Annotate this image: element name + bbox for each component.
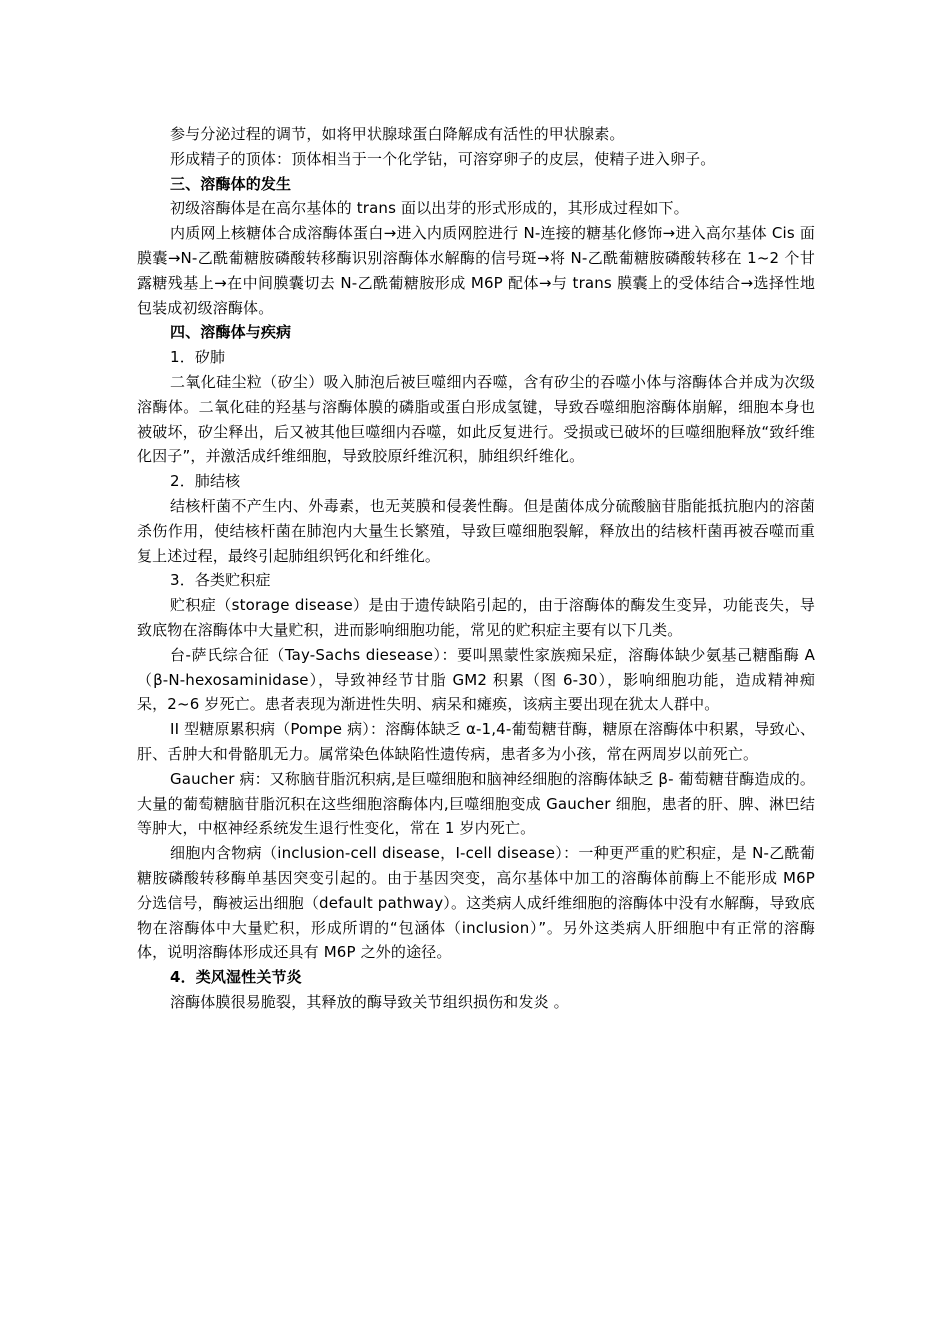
paragraph-primary-lysosome: 初级溶酶体是在高尔基体的 trans 面以出芽的形式形成的，其形成过程如下。 — [170, 199, 689, 218]
paragraph-i-cell: 细胞内含物病（inclusion-cell disease，I-cell disease）：一种更严重的贮积症，是 N-乙酰葡糖胺磷酸转移酶单基因突变引起的。由于基因突变，高尔基体中加工的溶酶体前酶上不能形成 M6P 分选信号，酶被运出细胞（default pathway）。这类病人成纤维细胞的溶酶体中没有水解酶，导致底物在溶酶体中大量贮积，形成所谓的“包涵体（inclusion）”。另外这类病人肝细胞中有正常的溶酶体，说明溶酶体形成还具有 M6P 之外的途径。 — [137, 844, 815, 962]
subheading-tuberculosis: 2．肺结核 — [170, 472, 241, 491]
paragraph-tay-sachs: 台-萨氏综合征（Tay-Sachs diesease）：要叫黑蒙性家族痴呆症，溶酶体缺少氨基己糖酯酶 A（β-N-hexosaminidase），导致神经节甘脂 GM2 积累（图 6-30），影响细胞功能，造成精神痴呆，2~6 岁死亡。患者表现为渐进性失明、病呆和瘫痪，该病主要出现在犹太人群中。 — [137, 645, 815, 714]
subheading-rheumatoid-arthritis: 4．类风湿性关节炎 — [170, 968, 302, 987]
paragraph-pompe: II 型糖原累积病（Pompe 病）：溶酶体缺乏 α-1,4-葡萄糖苷酶，糖原在溶酶体中积累，导致心、肝、舌肿大和骨骼肌无力。属常染色体缺陷性遗传病，患者多为小孩，常在两周岁以前死亡。 — [137, 720, 815, 763]
paragraph-thyroid: 参与分泌过程的调节，如将甲状腺球蛋白降解成有活性的甲状腺素。 — [170, 125, 625, 143]
paragraph-silicosis: 二氧化硅尘粒（矽尘）吸入肺泡后被巨噬细内吞噬，含有矽尘的吞噬小体与溶酶体合并成为次级溶酶体。二氧化硅的羟基与溶酶体膜的磷脂或蛋白形成氢键，导致吞噬细胞溶酶体崩解，细胞本身也被破坏，矽尘释出，后又被其他巨噬细内吞噬，如此反复进行。受损或已破坏的巨噬细胞释放“致纤维化因子”，并激活成纤维细胞，导致胶原纤维沉积，肺组织纤维化。 — [137, 372, 815, 466]
subheading-silicosis: 1．矽肺 — [170, 348, 226, 367]
paragraph-tuberculosis: 结核杆菌不产生内、外毒素，也无荚膜和侵袭性酶。但是菌体成分硫酸脑苷脂能抵抗胞内的溶菌杀伤作用，使结核杆菌在肺泡内大量生长繁殖，导致巨噬细胞裂解，释放出的结核杆菌再被吞噬而重复上述过程，最终引起肺组织钙化和纤维化。 — [137, 496, 815, 565]
paragraph-rheumatoid-arthritis: 溶酶体膜很易脆裂，其释放的酶导致关节组织损伤和发炎 。 — [170, 992, 569, 1011]
subheading-storage-disease: 3．各类贮积症 — [170, 571, 271, 590]
paragraph-storage-disease: 贮积症（storage disease）是由于遗传缺陷引起的，由于溶酶体的酶发生变异，功能丧失，导致底物在溶酶体中大量贮积，进而影响细胞功能，常见的贮积症主要有以下几类。 — [137, 596, 815, 639]
paragraph-gaucher: Gaucher 病：又称脑苷脂沉积病,是巨噬细胞和脑神经细胞的溶酶体缺乏 β- 葡萄糖苷酶造成的。大量的葡萄糖脑苷脂沉积在这些细胞溶酶体内,巨噬细胞变成 Gaucher 细胞，患者的肝、脾、淋巴结等肿大，中枢神经系统发生退行性变化，常在 1 岁内死亡。 — [137, 769, 815, 838]
section-heading-lysosome-disease: 四、溶酶体与疾病 — [170, 323, 292, 342]
paragraph-acrosome: 形成精子的顶体：顶体相当于一个化学钻，可溶穿卵子的皮层，使精子进入卵子。 — [170, 149, 716, 168]
paragraph-formation-process: 内质网上核糖体合成溶酶体蛋白→进入内质网腔进行 N-连接的糖基化修饰→进入高尔基体 Cis 面膜囊→N-乙酰葡糖胺磷酸转移酶识别溶酶体水解酶的信号斑→将 N-乙酰葡糖胺磷酸转移在 1~2 个甘露糖残基上→在中间膜囊切去 N-乙酰葡糖胺形成 M6P 配体→与 trans 膜囊上的受体结合→选择性地包装成初级溶酶体。 — [137, 224, 815, 317]
document-page — [137, 122, 815, 1015]
section-heading-lysosome-origin: 三、溶酶体的发生 — [170, 174, 292, 193]
